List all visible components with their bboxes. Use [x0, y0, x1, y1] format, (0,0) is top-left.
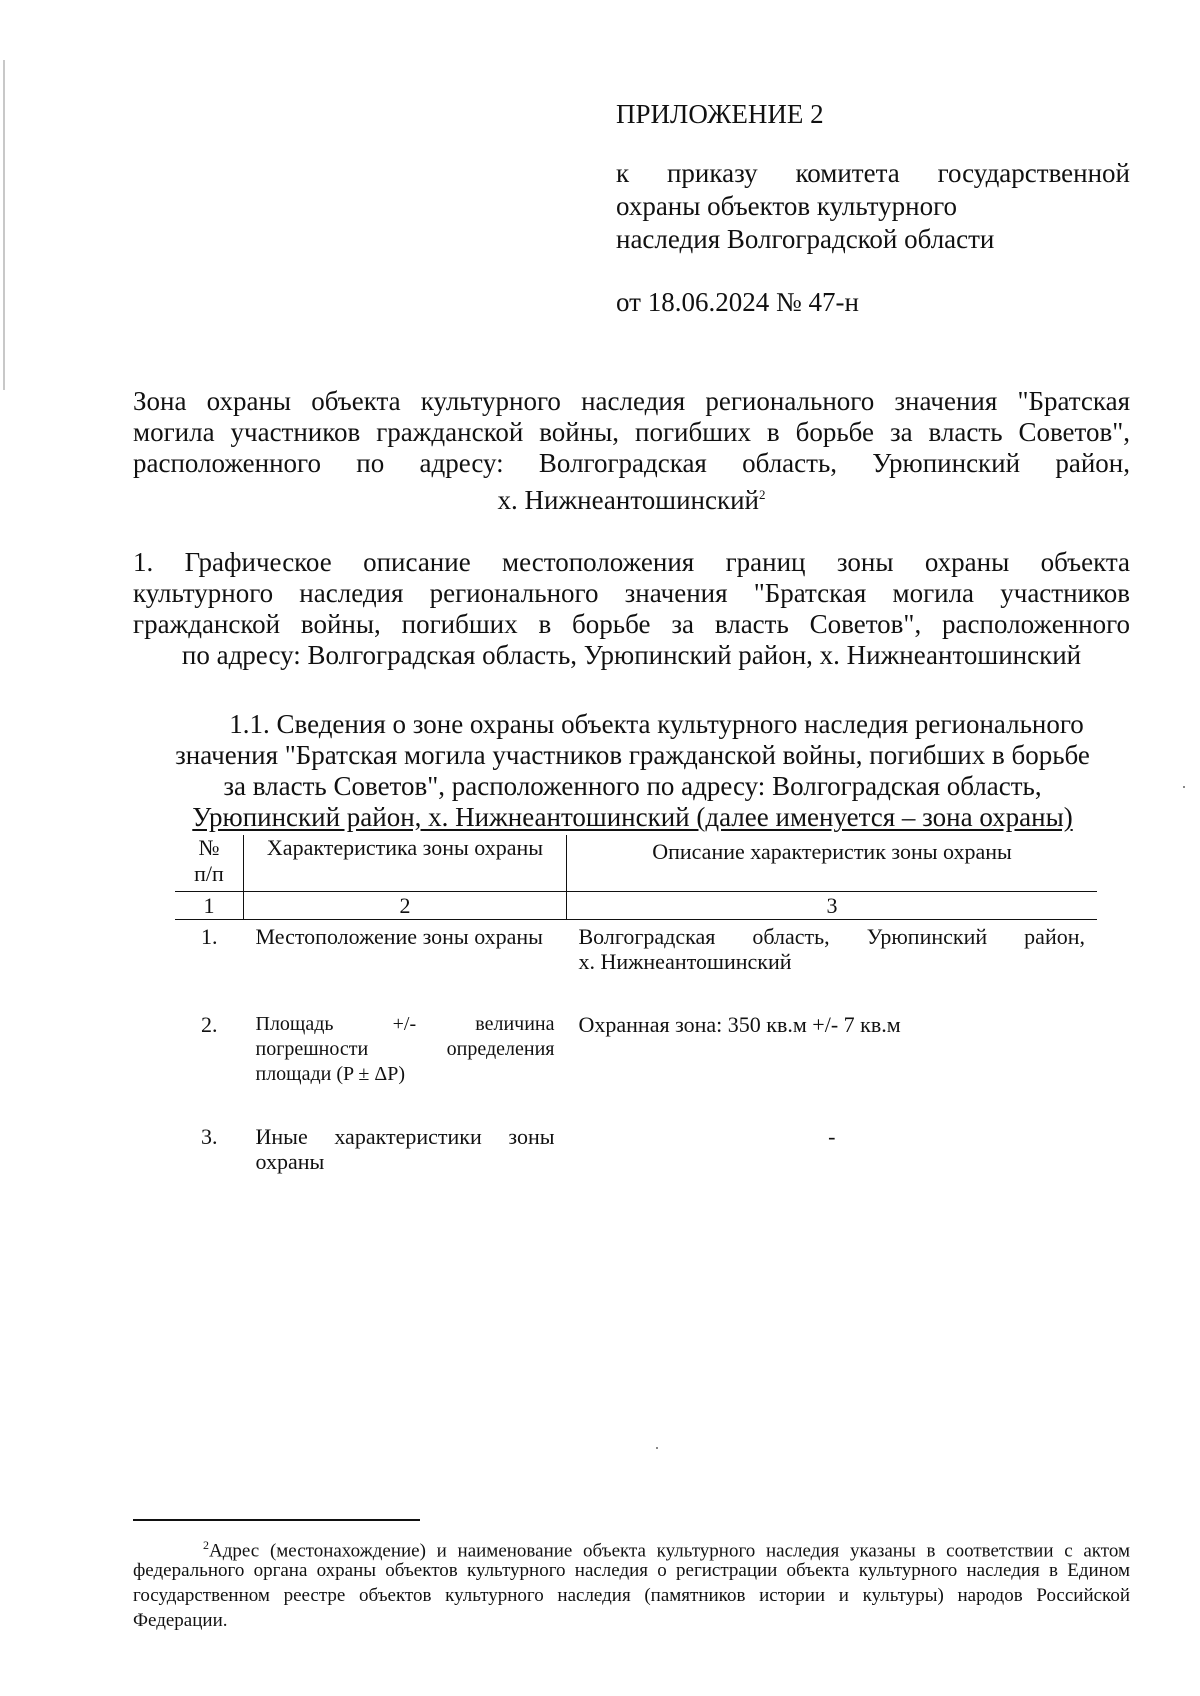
column-number-row	[175, 892, 1097, 920]
description-text: -	[828, 1123, 836, 1149]
section1-line-3: гражданской войны, погибших в борьбе за власть Советов", расположенного	[133, 609, 1130, 639]
zone-characteristics-table	[175, 835, 1097, 1180]
header-number-sign: №	[198, 835, 220, 860]
table-header-row	[175, 835, 1097, 892]
zone-title-line-3: расположенного по адресу: Волгоградская область, Урюпинский район,	[133, 448, 1130, 478]
footnote-line-2: федерального органа охраны объектов культурного наследия о регистрации объекта культурного наследия в Едином	[133, 1560, 1130, 1581]
order-reference-line-2: охраны объектов культурного	[616, 191, 957, 221]
order-reference-line-1: к приказу комитета государственной	[616, 158, 1130, 188]
header-description: Описание характеристик зоны охраны	[567, 835, 1098, 892]
scan-edge-line	[3, 60, 5, 390]
description-text: Волгоградская область, Урюпинский район,	[578, 924, 1085, 949]
order-date: от 18.06.2024 № 47-н	[616, 287, 859, 317]
description-text: х. Нижнеантошинский	[578, 949, 792, 974]
column-number-2: 2	[244, 892, 567, 920]
row-description	[567, 920, 1098, 1008]
characteristic-text: Площадь +/- величина	[255, 1012, 555, 1035]
row-number: 3.	[201, 1123, 218, 1149]
section1-line-1: 1. Графическое описание местоположения границ зоны охраны объекта	[133, 547, 1130, 577]
zone-title-line-1: Зона охраны объекта культурного наследия регионального значения "Братская	[133, 386, 1130, 416]
header-characteristic: Характеристика зоны охраны	[244, 835, 567, 892]
column-number-1: 1	[175, 892, 244, 920]
subsection-line-4: Урюпинский район, х. Нижнеантошинский (далее именуется – зона охраны)	[192, 802, 1073, 832]
zone-title-line-4	[133, 479, 1130, 516]
appendix-title: ПРИЛОЖЕНИЕ 2	[616, 99, 824, 129]
characteristic-text: Местоположение зоны охраны	[255, 924, 543, 949]
footnote-number: 2	[203, 1538, 209, 1552]
characteristic-text: охраны	[255, 1148, 325, 1174]
table-row	[175, 920, 1097, 1008]
row-number: 1.	[201, 924, 218, 949]
characteristic-text: Иные характеристики зоны	[255, 1123, 555, 1149]
subsection-line-1: 1.1. Сведения о зоне охраны объекта культурного наследия регионального	[229, 709, 1084, 739]
subsection-line-2: значения "Братская могила участников гражданской войны, погибших в борьбе	[175, 740, 1090, 770]
footnote-line-3: государственном реестре объектов культурного наследия (памятников истории и культуры) народов Российской	[133, 1585, 1130, 1606]
row-characteristic	[244, 920, 567, 1008]
zone-title-locality: х. Нижнеантошинский	[497, 485, 759, 515]
description-text: Охранная зона: 350 кв.м +/- 7 кв.м	[578, 1011, 901, 1037]
row-description	[567, 1008, 1098, 1120]
row-characteristic	[244, 1008, 567, 1120]
order-reference-line-3: наследия Волгоградской области	[616, 224, 995, 254]
characteristic-text: погрешности определения	[255, 1037, 555, 1060]
header-number-abbrev: п/п	[194, 861, 224, 886]
header-number-cell	[175, 835, 244, 892]
footnote-line-4: Федерации.	[133, 1610, 228, 1631]
table-row	[175, 1008, 1097, 1120]
footnote-text: Адрес (местонахождение) и наименование объекта культурного наследия указаны в соответствии с актом	[209, 1540, 1130, 1562]
row-number: 2.	[201, 1011, 218, 1037]
zone-title-line-2: могила участников гражданской войны, погибших в борьбе за власть Советов",	[133, 417, 1130, 447]
section1-line-2: культурного наследия регионального значения "Братская могила участников	[133, 578, 1130, 608]
footnote-mark: 2	[758, 487, 766, 502]
column-number-3: 3	[567, 892, 1098, 920]
footnote-separator	[133, 1519, 420, 1521]
scan-speck	[656, 1447, 658, 1449]
scan-speck	[1183, 786, 1185, 788]
subsection-line-3: за власть Советов", расположенного по адресу: Волгоградская область,	[223, 771, 1042, 801]
section1-line-4: по адресу: Волгоградская область, Урюпинский район, х. Нижнеантошинский	[181, 640, 1082, 670]
characteristic-text: площади (P ± ΔP)	[255, 1062, 406, 1085]
row-characteristic	[244, 1120, 567, 1180]
row-description	[567, 1120, 1098, 1180]
table-row	[175, 1120, 1097, 1180]
